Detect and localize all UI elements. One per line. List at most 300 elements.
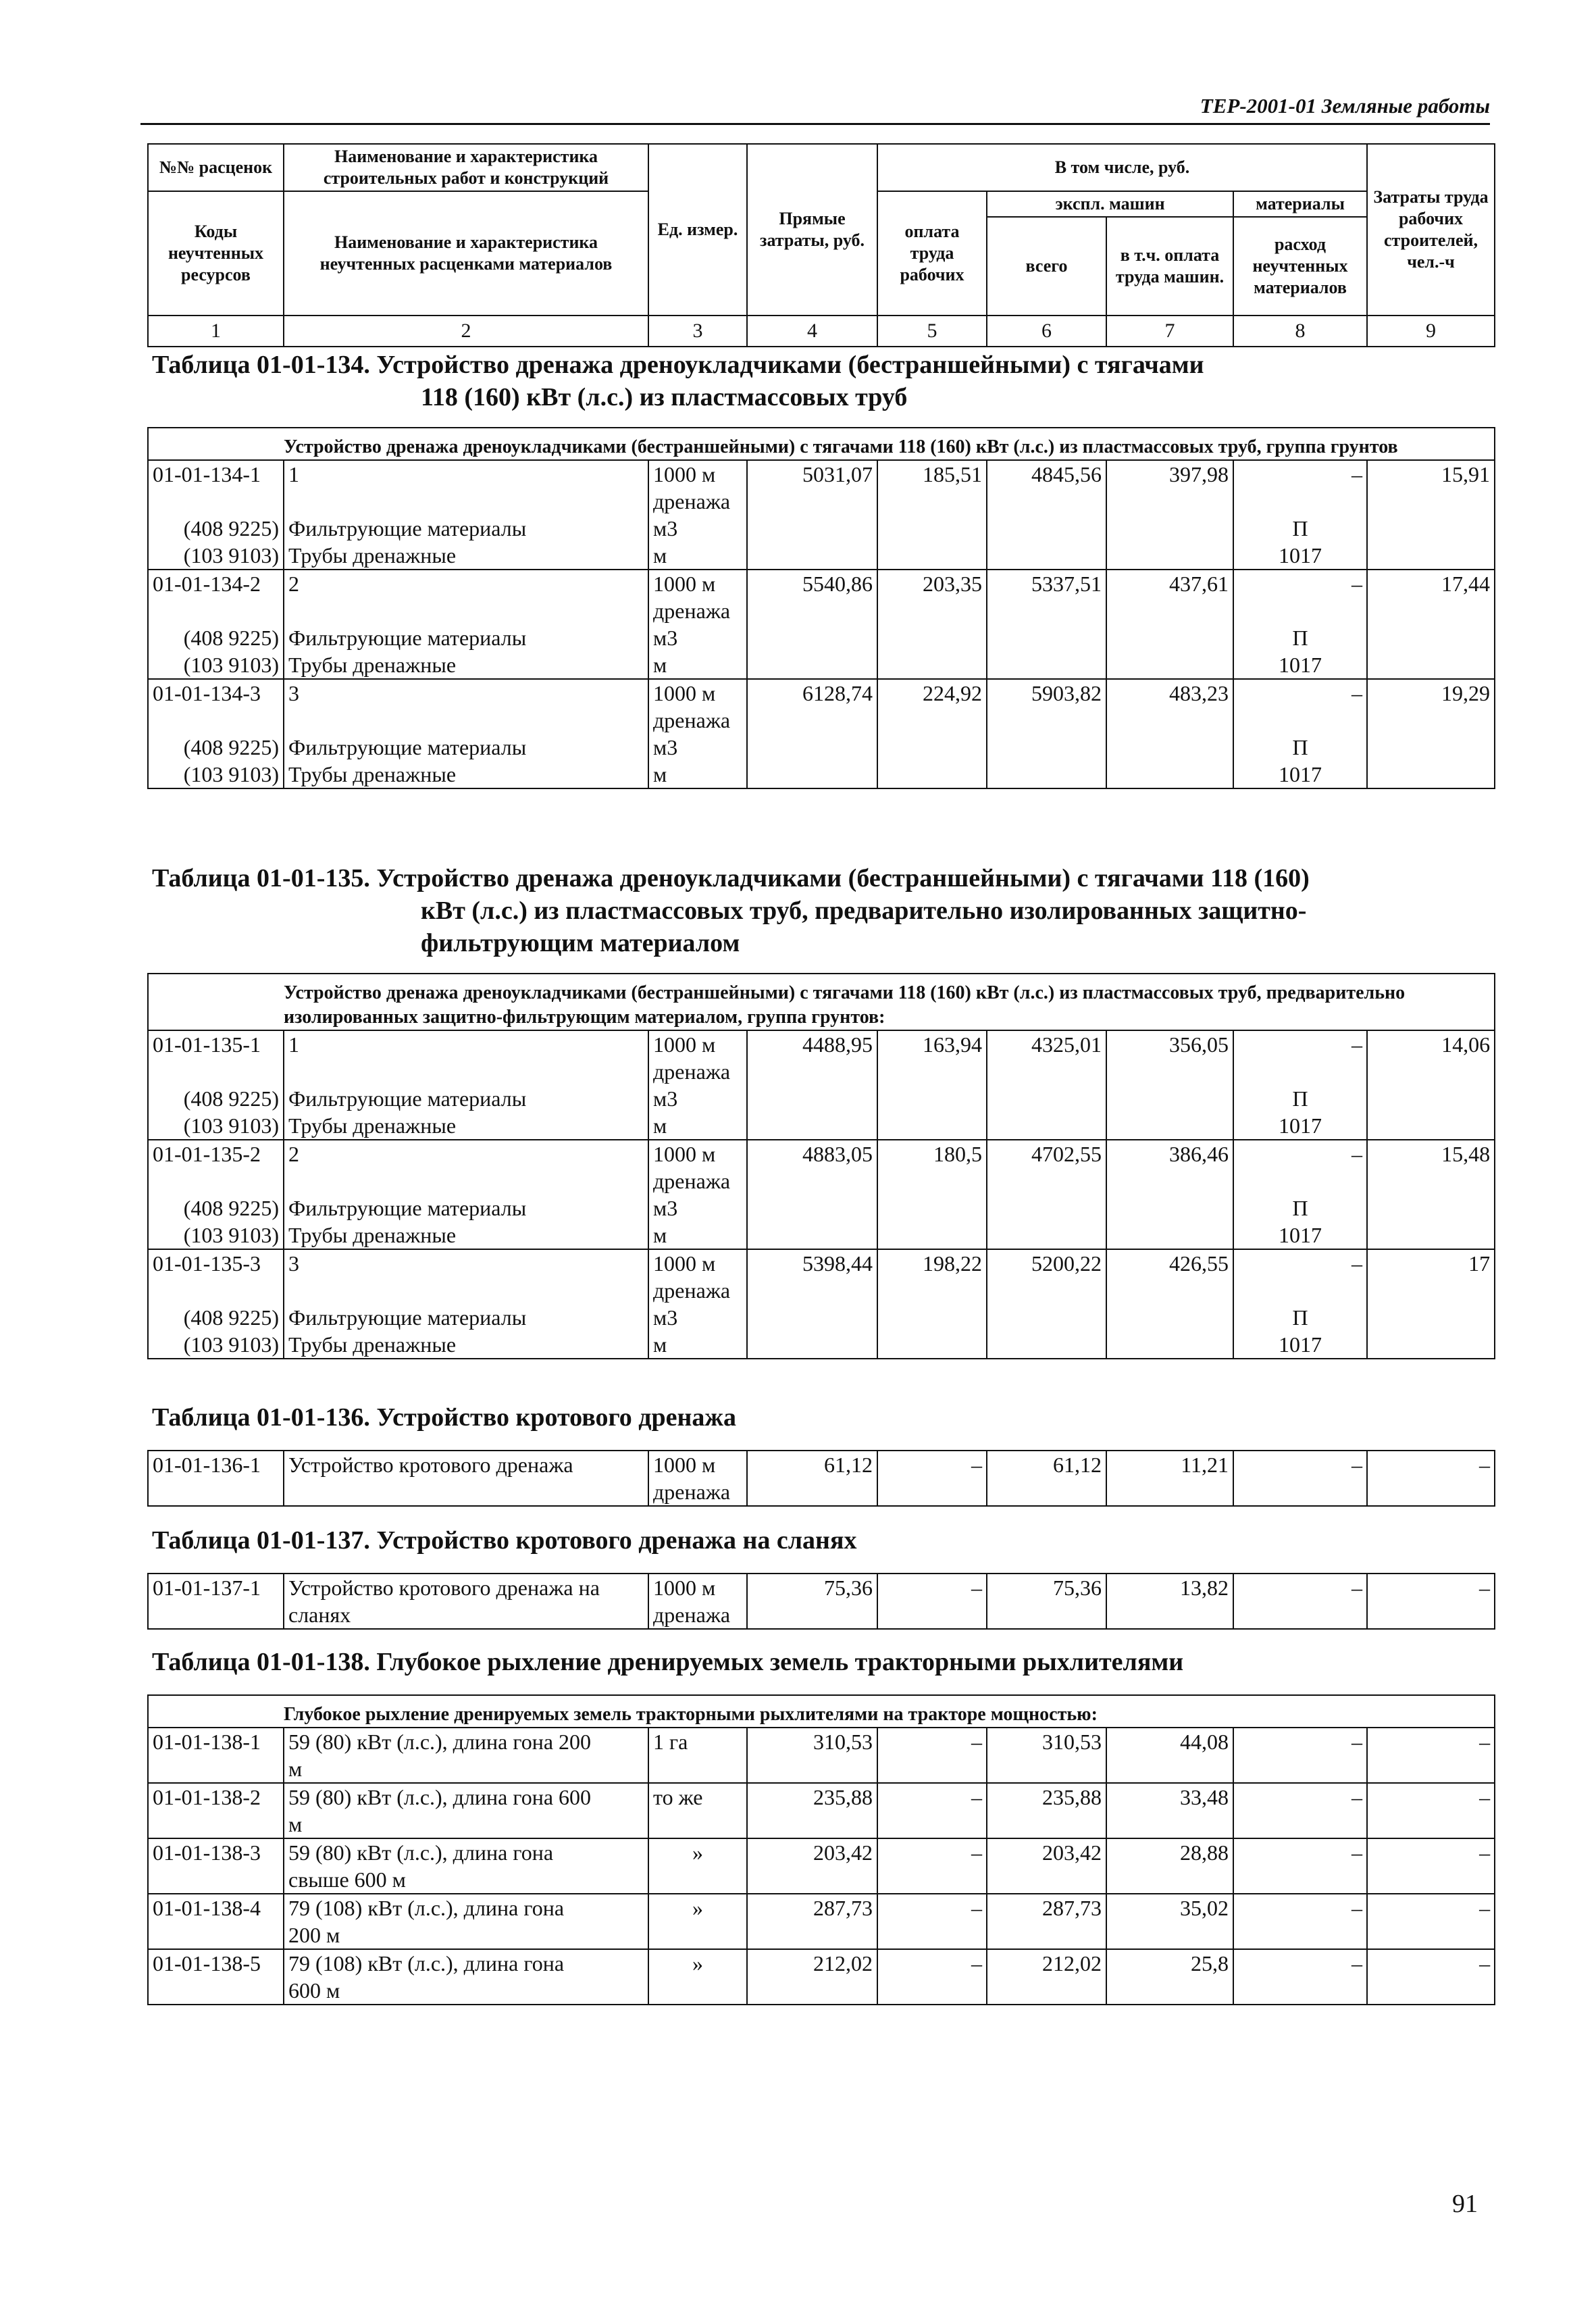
labor-pay: –	[877, 1894, 987, 1949]
table-row	[148, 1451, 1495, 1506]
labor-hours: 17	[1367, 1249, 1495, 1304]
resource-row	[148, 761, 1495, 788]
rate-table-136	[147, 1450, 1495, 1507]
machinist-pay: 483,23	[1106, 679, 1233, 734]
machinist-pay: 356,05	[1106, 1030, 1233, 1085]
empty-cell	[747, 761, 877, 788]
labor-hours: 19,29	[1367, 679, 1495, 734]
resource-name: Фильтрующие материалы	[284, 1085, 648, 1112]
resource-unit: м3	[648, 1085, 747, 1112]
empty-cell	[1106, 624, 1233, 651]
resource-consumption: П	[1233, 1304, 1367, 1331]
materials: –	[1233, 1140, 1367, 1194]
unit-line: дренажа	[653, 1603, 731, 1627]
rate-name: 1	[284, 460, 648, 515]
direct-cost: 5031,07	[747, 460, 877, 515]
rate-unit: »	[648, 1894, 747, 1949]
machinist-pay: 397,98	[1106, 460, 1233, 515]
resource-unit: м3	[648, 624, 747, 651]
header-rate-number: №№ расценок	[148, 144, 284, 191]
table-row	[148, 1140, 1495, 1194]
header-direct-costs: Прямые затраты, руб.	[747, 144, 877, 316]
resource-code: (103 9103)	[148, 651, 284, 679]
empty-cell	[1367, 734, 1495, 761]
resource-name: Трубы дренажные	[284, 1112, 648, 1140]
header-machine-total: всего	[987, 217, 1106, 316]
resource-name: Трубы дренажные	[284, 542, 648, 570]
unit-line: дренажа	[653, 489, 731, 513]
empty-cell	[1106, 1085, 1233, 1112]
rate-unit	[648, 1030, 747, 1085]
empty-cell	[987, 1222, 1106, 1249]
empty-cell	[1367, 1331, 1495, 1359]
resource-code: (103 9103)	[148, 1112, 284, 1140]
header-unit: Ед. измер.	[648, 144, 747, 316]
machinist-pay: 35,02	[1106, 1894, 1233, 1949]
resource-unit: м	[648, 761, 747, 788]
direct-cost: 61,12	[747, 1451, 877, 1506]
resource-code: (408 9225)	[148, 1304, 284, 1331]
empty-cell	[987, 1304, 1106, 1331]
rate-code: 01-01-134-2	[148, 570, 284, 624]
empty-cell	[877, 624, 987, 651]
labor-pay: –	[877, 1783, 987, 1838]
rate-name-line: м	[288, 1757, 303, 1781]
rate-name: 2	[284, 1140, 648, 1194]
materials: –	[1233, 1451, 1367, 1506]
column-header-table	[147, 143, 1495, 347]
resource-code: (103 9103)	[148, 1222, 284, 1249]
rate-code: 01-01-137-1	[148, 1574, 284, 1629]
resource-consumption: 1017	[1233, 542, 1367, 570]
table-row	[148, 1838, 1495, 1894]
resource-code: (408 9225)	[148, 624, 284, 651]
table-caption	[152, 862, 1310, 959]
empty-cell	[747, 542, 877, 570]
labor-pay: –	[877, 1574, 987, 1629]
table-caption	[152, 1646, 1183, 1678]
rate-name	[284, 1728, 648, 1783]
empty-cell	[877, 734, 987, 761]
resource-consumption: П	[1233, 1085, 1367, 1112]
caption-line: Таблица 01-01-134. Устройство дренажа дреноукладчиками (бестраншейными) с тягачами	[152, 351, 1204, 379]
unit-line: дренажа	[653, 1059, 731, 1084]
rate-code: 01-01-136-1	[148, 1451, 284, 1506]
empty-cell	[877, 1222, 987, 1249]
resource-name: Трубы дренажные	[284, 1331, 648, 1359]
rate-unit	[648, 1140, 747, 1194]
group-heading: Устройство дренажа дреноукладчиками (бестраншейными) с тягачами 118 (160) кВт (л.с.) из пластмассовых труб, группа грунтов	[148, 428, 1495, 460]
materials: –	[1233, 1728, 1367, 1783]
resource-consumption: П	[1233, 734, 1367, 761]
labor-hours: –	[1367, 1728, 1495, 1783]
resource-name: Трубы дренажные	[284, 761, 648, 788]
col-number: 5	[877, 316, 987, 347]
unit-line: 1000 м	[653, 572, 716, 596]
rate-table-137	[147, 1573, 1495, 1630]
labor-hours: –	[1367, 1574, 1495, 1629]
empty-cell	[877, 542, 987, 570]
resource-unit: м3	[648, 1304, 747, 1331]
resource-name: Фильтрующие материалы	[284, 1304, 648, 1331]
labor-hours: –	[1367, 1949, 1495, 2005]
materials: –	[1233, 1894, 1367, 1949]
resource-consumption: 1017	[1233, 651, 1367, 679]
rate-name	[284, 1783, 648, 1838]
machine-total: 5200,22	[987, 1249, 1106, 1304]
machine-total: 310,53	[987, 1728, 1106, 1783]
empty-cell	[1367, 651, 1495, 679]
unit-line: дренажа	[653, 599, 731, 623]
rate-name-line: сланях	[288, 1603, 351, 1627]
rate-name-line: 59 (80) кВт (л.с.), длина гона	[288, 1840, 554, 1865]
col-number: 8	[1233, 316, 1367, 347]
labor-hours: 17,44	[1367, 570, 1495, 624]
labor-hours: –	[1367, 1894, 1495, 1949]
empty-cell	[877, 651, 987, 679]
resource-unit: м3	[648, 734, 747, 761]
header-labor-pay: оплата труда рабочих	[877, 191, 987, 316]
rate-unit: то же	[648, 1783, 747, 1838]
machinist-pay: 11,21	[1106, 1451, 1233, 1506]
table-row	[148, 679, 1495, 734]
resource-consumption: П	[1233, 515, 1367, 542]
labor-pay: –	[877, 1728, 987, 1783]
table-row	[148, 1949, 1495, 2005]
machinist-pay: 28,88	[1106, 1838, 1233, 1894]
labor-hours: 14,06	[1367, 1030, 1495, 1085]
unit-line: 1000 м	[653, 1453, 716, 1477]
header-unaccounted-materials: расход неучтенных материалов	[1233, 217, 1367, 316]
resource-row	[148, 1304, 1495, 1331]
resource-row	[148, 542, 1495, 570]
empty-cell	[877, 1304, 987, 1331]
rate-unit	[648, 1451, 747, 1506]
materials: –	[1233, 1249, 1367, 1304]
labor-pay: 224,92	[877, 679, 987, 734]
labor-pay: –	[877, 1451, 987, 1506]
direct-cost: 5398,44	[747, 1249, 877, 1304]
unit-line: дренажа	[653, 708, 731, 732]
resource-unit: м3	[648, 1194, 747, 1222]
rate-unit: »	[648, 1949, 747, 2005]
unit-line: 1000 м	[653, 681, 716, 705]
empty-cell	[987, 1085, 1106, 1112]
direct-cost: 6128,74	[747, 679, 877, 734]
resource-row	[148, 1331, 1495, 1359]
machinist-pay: 386,46	[1106, 1140, 1233, 1194]
empty-cell	[1106, 734, 1233, 761]
caption-line: Таблица 01-01-137. Устройство кротового дренажа на сланях	[152, 1526, 857, 1555]
resource-code: (103 9103)	[148, 542, 284, 570]
materials: –	[1233, 679, 1367, 734]
empty-cell	[877, 1085, 987, 1112]
rate-name	[284, 1838, 648, 1894]
direct-cost: 4488,95	[747, 1030, 877, 1085]
empty-cell	[1367, 1085, 1495, 1112]
resource-row	[148, 734, 1495, 761]
rate-code: 01-01-138-5	[148, 1949, 284, 2005]
table-row	[148, 1030, 1495, 1085]
machine-total: 235,88	[987, 1783, 1106, 1838]
resource-consumption: 1017	[1233, 761, 1367, 788]
empty-cell	[1106, 515, 1233, 542]
resource-code: (408 9225)	[148, 1085, 284, 1112]
rate-name-line: 200 м	[288, 1923, 340, 1947]
rate-unit	[648, 1249, 747, 1304]
header-material-name: Наименование и характеристика неучтенных расценками материалов	[284, 191, 648, 316]
resource-code: (408 9225)	[148, 734, 284, 761]
rate-name-line: 600 м	[288, 1978, 340, 2003]
table-caption	[152, 1524, 857, 1557]
rate-name	[284, 1894, 648, 1949]
resource-unit: м	[648, 1112, 747, 1140]
empty-cell	[987, 1112, 1106, 1140]
machine-total: 287,73	[987, 1894, 1106, 1949]
table-row	[148, 1574, 1495, 1629]
materials: –	[1233, 1949, 1367, 2005]
unit-line: 1000 м	[653, 1142, 716, 1166]
rate-name-line: Устройство кротового дренажа на	[288, 1576, 600, 1600]
machine-total: 4702,55	[987, 1140, 1106, 1194]
machine-total: 203,42	[987, 1838, 1106, 1894]
labor-pay: 180,5	[877, 1140, 987, 1194]
unit-line: дренажа	[653, 1278, 731, 1303]
empty-cell	[877, 1194, 987, 1222]
resource-code: (103 9103)	[148, 1331, 284, 1359]
direct-cost: 4883,05	[747, 1140, 877, 1194]
rate-code: 01-01-135-3	[148, 1249, 284, 1304]
unit-line: 1000 м	[653, 1576, 716, 1600]
machinist-pay: 25,8	[1106, 1949, 1233, 2005]
table-group-row	[148, 428, 1495, 460]
empty-cell	[1367, 624, 1495, 651]
materials: –	[1233, 1030, 1367, 1085]
resource-unit: м	[648, 542, 747, 570]
resource-consumption: 1017	[1233, 1222, 1367, 1249]
unit-line: 1000 м	[653, 462, 716, 486]
rate-name-line: свыше 600 м	[288, 1867, 406, 1892]
resource-row	[148, 1222, 1495, 1249]
rate-name: 2	[284, 570, 648, 624]
machine-total: 75,36	[987, 1574, 1106, 1629]
rate-name: 1	[284, 1030, 648, 1085]
materials: –	[1233, 1574, 1367, 1629]
rate-name: 3	[284, 1249, 648, 1304]
table-caption	[152, 1401, 736, 1434]
header-materials: материалы	[1233, 191, 1367, 217]
empty-cell	[1367, 1112, 1495, 1140]
caption-line: Таблица 01-01-136. Устройство кротового дренажа	[152, 1403, 736, 1432]
rate-name	[284, 1574, 648, 1629]
header-machinist-pay: в т.ч. оплата труда машин.	[1106, 217, 1233, 316]
labor-hours: 15,48	[1367, 1140, 1495, 1194]
empty-cell	[987, 542, 1106, 570]
rate-code: 01-01-135-1	[148, 1030, 284, 1085]
col-number: 3	[648, 316, 747, 347]
direct-cost: 287,73	[747, 1894, 877, 1949]
table-row	[148, 1783, 1495, 1838]
direct-cost: 235,88	[747, 1783, 877, 1838]
empty-cell	[1367, 515, 1495, 542]
rate-name: Устройство кротового дренажа	[284, 1451, 648, 1506]
labor-pay: 163,94	[877, 1030, 987, 1085]
rate-code: 01-01-138-3	[148, 1838, 284, 1894]
labor-pay: –	[877, 1949, 987, 2005]
empty-cell	[1367, 761, 1495, 788]
rate-table-134	[147, 427, 1495, 789]
empty-cell	[1106, 1331, 1233, 1359]
rate-code: 01-01-134-1	[148, 460, 284, 515]
group-heading: Устройство дренажа дреноукладчиками (бестраншейными) с тягачами 118 (160) кВт (л.с.) из пластмассовых труб, предварительно изолированных защитно-фильтрующим материалом, группа грунтов:	[148, 974, 1495, 1030]
table-caption	[152, 349, 1204, 413]
resource-unit: м	[648, 1222, 747, 1249]
rate-unit	[648, 1574, 747, 1629]
empty-cell	[1367, 1222, 1495, 1249]
resource-row	[148, 624, 1495, 651]
rate-name-line: 79 (108) кВт (л.с.), длина гона	[288, 1951, 565, 1976]
resource-code: (408 9225)	[148, 515, 284, 542]
col-number: 1	[148, 316, 284, 347]
resource-unit: м	[648, 1331, 747, 1359]
resource-code: (408 9225)	[148, 1194, 284, 1222]
rate-code: 01-01-138-4	[148, 1894, 284, 1949]
empty-cell	[1106, 761, 1233, 788]
rate-table-135	[147, 973, 1495, 1359]
labor-pay: 203,35	[877, 570, 987, 624]
resource-row	[148, 1194, 1495, 1222]
unit-line: 1000 м	[653, 1251, 716, 1276]
empty-cell	[747, 1304, 877, 1331]
materials: –	[1233, 1783, 1367, 1838]
header-labor-costs: Затраты труда рабочих строителей, чел.-ч	[1367, 144, 1495, 316]
table-group-row	[148, 1695, 1495, 1728]
materials: –	[1233, 1838, 1367, 1894]
machine-total: 212,02	[987, 1949, 1106, 2005]
machinist-pay: 33,48	[1106, 1783, 1233, 1838]
rate-unit: »	[648, 1838, 747, 1894]
direct-cost: 5540,86	[747, 570, 877, 624]
rate-code: 01-01-134-3	[148, 679, 284, 734]
rate-table-138	[147, 1694, 1495, 2005]
direct-cost: 203,42	[747, 1838, 877, 1894]
table-row	[148, 460, 1495, 515]
machine-total: 4325,01	[987, 1030, 1106, 1085]
labor-pay: 198,22	[877, 1249, 987, 1304]
header-work-name: Наименование и характеристика строительных работ и конструкций	[284, 144, 648, 191]
rate-code: 01-01-138-1	[148, 1728, 284, 1783]
empty-cell	[987, 1194, 1106, 1222]
group-heading: Глубокое рыхление дренируемых земель тракторными рыхлителями на тракторе мощностью:	[148, 1695, 1495, 1728]
empty-cell	[747, 1222, 877, 1249]
rate-name-line: 79 (108) кВт (л.с.), длина гона	[288, 1896, 565, 1920]
machine-total: 61,12	[987, 1451, 1106, 1506]
caption-line: фильтрующим материалом	[421, 929, 740, 957]
empty-cell	[1106, 542, 1233, 570]
col-number: 9	[1367, 316, 1495, 347]
resource-consumption: 1017	[1233, 1331, 1367, 1359]
labor-hours: –	[1367, 1451, 1495, 1506]
labor-hours: –	[1367, 1783, 1495, 1838]
resource-name: Фильтрующие материалы	[284, 734, 648, 761]
col-number: 6	[987, 316, 1106, 347]
rate-unit	[648, 460, 747, 515]
resource-name: Трубы дренажные	[284, 1222, 648, 1249]
resource-row	[148, 1085, 1495, 1112]
caption-line: Таблица 01-01-135. Устройство дренажа дреноукладчиками (бестраншейными) с тягачами 118 (160)	[152, 864, 1310, 892]
empty-cell	[747, 651, 877, 679]
empty-cell	[747, 1112, 877, 1140]
rate-unit	[648, 570, 747, 624]
table-row	[148, 1894, 1495, 1949]
empty-cell	[987, 761, 1106, 788]
machinist-pay: 13,82	[1106, 1574, 1233, 1629]
resource-consumption: П	[1233, 1194, 1367, 1222]
labor-pay: –	[877, 1838, 987, 1894]
resource-unit: м	[648, 651, 747, 679]
empty-cell	[747, 624, 877, 651]
resource-name: Трубы дренажные	[284, 651, 648, 679]
materials: –	[1233, 570, 1367, 624]
rate-code: 01-01-138-2	[148, 1783, 284, 1838]
caption-line: Таблица 01-01-138. Глубокое рыхление дренируемых земель тракторными рыхлителями	[152, 1648, 1184, 1676]
header-resource-codes: Коды неучтенных ресурсов	[148, 191, 284, 316]
empty-cell	[987, 515, 1106, 542]
col-number: 4	[747, 316, 877, 347]
header-machine-ops: экспл. машин	[987, 191, 1233, 217]
empty-cell	[1106, 1194, 1233, 1222]
rate-code: 01-01-135-2	[148, 1140, 284, 1194]
machine-total: 5903,82	[987, 679, 1106, 734]
running-head: ТЕР-2001-01 Земляные работы	[140, 89, 1490, 125]
col-number: 7	[1106, 316, 1233, 347]
table-row	[148, 1728, 1495, 1783]
empty-cell	[1106, 1112, 1233, 1140]
col-number: 2	[284, 316, 648, 347]
empty-cell	[877, 761, 987, 788]
rate-unit: 1 га	[648, 1728, 747, 1783]
resource-row	[148, 1112, 1495, 1140]
empty-cell	[877, 1112, 987, 1140]
unit-line: 1000 м	[653, 1032, 716, 1057]
machinist-pay: 437,61	[1106, 570, 1233, 624]
rate-name-line: 59 (80) кВт (л.с.), длина гона 600	[288, 1785, 592, 1809]
machine-total: 4845,56	[987, 460, 1106, 515]
empty-cell	[747, 734, 877, 761]
page-number: 91	[1452, 2190, 1478, 2218]
resource-unit: м3	[648, 515, 747, 542]
unit-line: дренажа	[653, 1480, 731, 1504]
header-including: В том числе, руб.	[877, 144, 1367, 191]
resource-consumption: 1017	[1233, 1112, 1367, 1140]
resource-name: Фильтрующие материалы	[284, 1194, 648, 1222]
direct-cost: 310,53	[747, 1728, 877, 1783]
resource-code: (103 9103)	[148, 761, 284, 788]
rate-unit	[648, 679, 747, 734]
labor-hours: 15,91	[1367, 460, 1495, 515]
caption-line: кВт (л.с.) из пластмассовых труб, предварительно изолированных защитно-	[421, 897, 1307, 925]
resource-name: Фильтрующие материалы	[284, 624, 648, 651]
empty-cell	[987, 651, 1106, 679]
resource-consumption: П	[1233, 624, 1367, 651]
empty-cell	[877, 1331, 987, 1359]
empty-cell	[1367, 542, 1495, 570]
resource-row	[148, 651, 1495, 679]
table-row	[148, 570, 1495, 624]
rate-name	[284, 1949, 648, 2005]
empty-cell	[747, 1194, 877, 1222]
resource-name: Фильтрующие материалы	[284, 515, 648, 542]
